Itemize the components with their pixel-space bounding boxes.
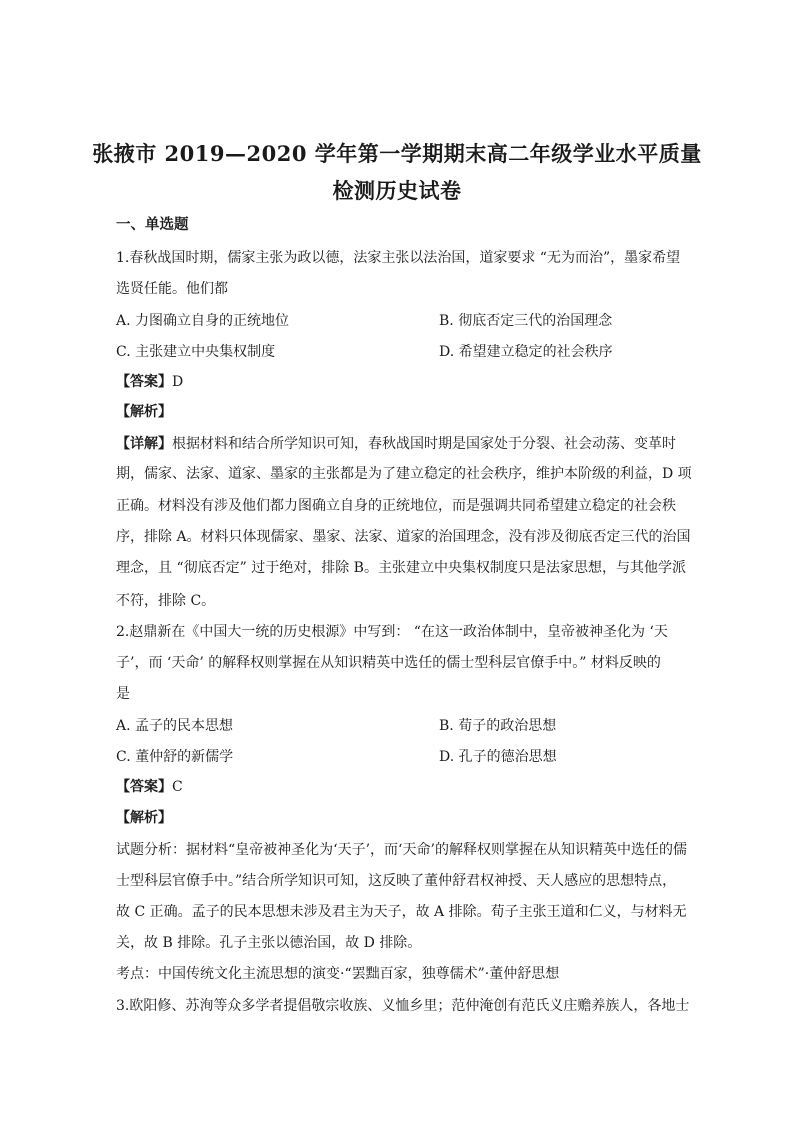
q1-option-d: D. 希望建立稳定的社会秩序: [439, 344, 613, 360]
q2-analysis-line3: 故 C 正确。孟子的民本思想未涉及君主为天子，故 A 排除。荀子主张王道和仁义，与材料无: [116, 904, 687, 920]
q2-kaodian: 考点：中国传统文化主流思想的演变·“罢黜百家，独尊儒术”·董仲舒思想: [116, 966, 560, 982]
q2-stem-line2: 子’，而 ‘天命’ 的解释权则掌握在从知识精英中选任的儒士型科层官僚手中。” 材料反映的: [116, 655, 661, 671]
q1-detail-line5: 理念，且 “彻底否定” 过于绝对，排除 B。主张建立中央集权制度只是法家思想，与其他学派: [116, 560, 686, 576]
q1-answer-value: D: [172, 374, 184, 390]
document-title-line1: 张掖市 2019—2020 学年第一学期期末高二年级学业水平质量: [92, 141, 702, 166]
q1-detail-tag: 【详解】: [116, 436, 172, 452]
q2-analysis-line4: 关，故 B 排除。孔子主张以德治国，故 D 排除。: [116, 935, 422, 951]
q1-option-b: B. 彻底否定三代的治国理念: [439, 313, 613, 329]
q2-answer-tag: 【答案】: [116, 779, 172, 795]
q2-answer: [116, 777, 183, 797]
q2-option-a: A. 孟子的民本思想: [116, 718, 234, 734]
q1-analysis-tag: 【解析】: [116, 404, 172, 420]
q2-option-b: B. 荀子的政治思想: [439, 718, 557, 734]
q2-option-c: C. 董仲舒的新儒学: [116, 749, 234, 765]
q1-detail-line6: 不符，排除 C。: [116, 593, 216, 609]
q1-stem-line2: 选贤任能。他们都: [116, 281, 228, 297]
q1-option-c: C. 主张建立中央集权制度: [116, 344, 276, 360]
q2-analysis-line2: 士型科层官僚手中。”结合所学知识可知，这反映了董仲舒君权神授、天人感应的思想特点，: [116, 873, 677, 889]
q1-answer: [116, 372, 183, 392]
q2-analysis-line1: 试题分析：据材料“皇帝被神圣化为‘天子’，而‘天命’的解释权则掌握在从知识精英中选任的儒: [116, 842, 687, 858]
q2-analysis-tag: 【解析】: [116, 810, 172, 826]
q1-detail-line1: [116, 434, 676, 454]
q2-answer-value: C: [172, 779, 183, 795]
q1-detail-text1: 根据材料和结合所学知识可知，春秋战国时期是国家处于分裂、社会动荡、变革时: [172, 436, 676, 452]
q2-option-d: D. 孔子的德治思想: [439, 749, 557, 765]
section-header: 一、单选题: [116, 216, 189, 233]
q1-detail-line2: 期，儒家、法家、道家、墨家的主张都是为了建立稳定的社会秩序，维护本阶级的利益，D 项: [116, 466, 692, 482]
q1-detail-line4: 序，排除 A。材料只体现儒家、墨家、法家、道家的治国理念，没有涉及彻底否定三代的治国: [116, 529, 691, 545]
q1-answer-tag: 【答案】: [116, 374, 172, 390]
q1-detail-line3: 正确。材料没有涉及他们都力图确立自身的正统地位，而是强调共同希望建立稳定的社会秩: [116, 498, 676, 514]
q3-stem-line1: 3.欧阳修、苏洵等众多学者提倡敬宗收族、义恤乡里；范仲淹创有范氏义庄赡养族人，各地士: [116, 998, 690, 1014]
q1-stem-line1: 1.春秋战国时期，儒家主张为政以德，法家主张以法治国，道家要求 “无为而治”，墨家希望: [116, 250, 681, 266]
q1-option-a: A. 力图确立自身的正统地位: [116, 313, 290, 329]
q2-stem-line3: 是: [116, 686, 130, 702]
document-title-line2: 检测历史试卷: [332, 178, 462, 203]
q2-stem-line1: 2.赵鼎新在《中国大一统的历史根源》中写到： “在这一政治体制中，皇帝被神圣化为 ‘天: [116, 624, 668, 640]
